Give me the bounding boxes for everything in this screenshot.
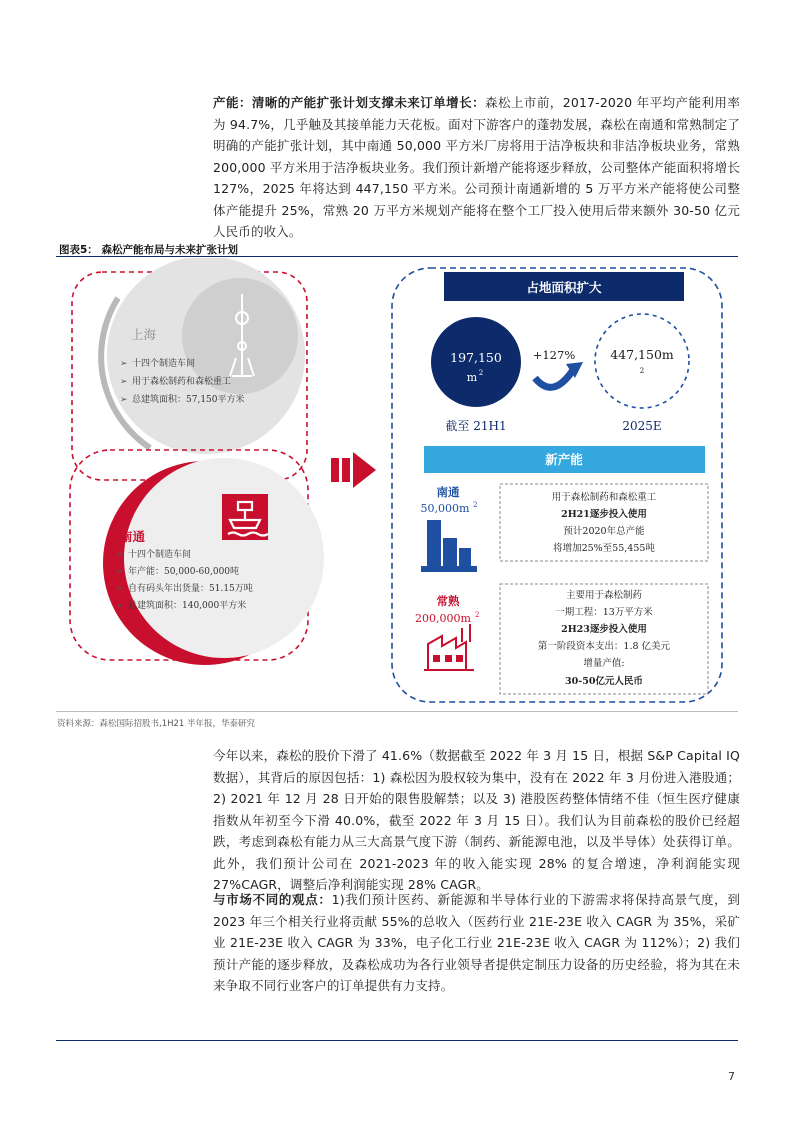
nc-changshu-area-sup: 2 (475, 611, 480, 619)
expand-header: 占地面积扩大 (526, 280, 602, 295)
nantong-panel (70, 450, 324, 665)
nc-changshu-line-5: 增量产值: (583, 658, 625, 669)
nc-changshu-line-4: 第一阶段资本支出：1.8 亿美元 (537, 641, 671, 652)
nantong-item-3: 自有码头年出货量：51.15万吨 (128, 584, 253, 594)
growth-label: +127% (532, 348, 576, 362)
shanghai-item-3: 总建筑面积：57,150平方米 (132, 395, 245, 405)
nc-changshu-line-1: 主要用于森松制药 (565, 590, 643, 601)
svg-text:➢: ➢ (116, 601, 124, 611)
current-area-unit: m (466, 371, 478, 384)
intro-heading: 产能：清晰的产能扩张计划支撑未来订单增长： (213, 95, 486, 110)
figure-label: 图表5： 森松产能布局与未来扩张计划 (59, 244, 238, 256)
future-caption: 2025E (622, 419, 662, 433)
svg-text:➢: ➢ (120, 395, 128, 405)
nc-changshu-line-3: 2H23逐步投入使用 (561, 624, 647, 635)
differentiated-view-text: 1)我们预计医药、新能源和半导体行业的下游需求将保持高景气度，到 2023 年三个相关行业将贡献 55%的总收入（医药行业 21E-23E 收入 CAGR 为 35%，采矿业 21E-23E 收入 CAGR 为 33%，电子化工行业 21E-23E 收入 CAGR 为 112%）；2) 我们预计产能的逐步释放，及森松成功为各行业领导者提供定制压力设备的历史经验，将为其在未来争取不同行业客户的订单提供有力支持。 (213, 892, 740, 993)
nc-changshu-name: 常熟 (436, 594, 460, 608)
stock-paragraph: 今年以来，森松的股价下滑了 41.6%（数据截至 2022 年 3 月 15 日，根据 S&P Capital IQ 数据），其背后的原因包括：1) 森松因为股权较为集中，没有在 2022 年 3 月份进入港股通；2) 2021 年 12 月 28 日开始的限售股解禁；以及 3) 港股医药整体情绪不佳（恒生医疗健康指数从年初至今下滑 40.0%，截至 2022 年 3 月 15 日）。我们认为目前森松的股价已经超跌，考虑到森松有能力从三大高景气度下游（制药、新能源电池，以及半导体）处获得订单。此外，我们预计公司在 2021-2023 年的收入能实现 28% 的复合增速，净利润能实现 27%CAGR，调整后净利润能实现 28% CAGR。 (213, 748, 740, 892)
differentiated-view-paragraph (213, 889, 740, 997)
plant-icon (424, 624, 474, 670)
nc-nantong-name: 南通 (436, 485, 460, 499)
intro-text: 森松上市前，2017-2020 年平均产能利用率为 94.7%，几乎触及其接单能力天花板。面对下游客户的蓬勃发展，森松在南通和常熟制定了明确的产能扩张计划，其中南通 50,000 平方米厂房将用于洁净板块和非洁净板块业务，常熟 200,000 平方米用于洁净板块业务。我们预计新增产能将逐步释放，公司整体产能面积将增长 127%，2025 年将达到 447,150 平方米。公司预计南通新增的 5 万平方米产能将使公司整体产能提升 25%，常熟 20 万平方米规划产能将在整个工厂投入使用后带来额外 30-50 亿元人民币的收入。 (213, 95, 740, 239)
new-capacity-header: 新产能 (545, 452, 583, 467)
svg-text:➢: ➢ (116, 567, 124, 577)
page-number: 7 (728, 1070, 735, 1083)
nc-nantong-line-3: 预计2020年总产能 (563, 526, 645, 537)
nc-nantong-area: 50,000m (420, 502, 470, 515)
nc-nantong-area-sup: 2 (473, 501, 478, 509)
nc-nantong-line-1: 用于森松制药和森松重工 (551, 492, 657, 503)
nantong-item-2: 年产能：50,000-60,000吨 (128, 567, 240, 577)
current-caption: 截至 21H1 (445, 419, 507, 433)
growth-arrow-icon (535, 370, 573, 387)
shanghai-item-1: 十四个制造车间 (132, 359, 196, 369)
svg-text:➢: ➢ (120, 377, 128, 387)
svg-text:➢: ➢ (120, 359, 128, 369)
figure-top-rule (56, 256, 738, 257)
current-area-unit-sup: 2 (478, 369, 484, 377)
nc-changshu-line-6: 30-50亿元人民币 (565, 676, 643, 687)
shanghai-item-2: 用于森松制药和森松重工 (132, 377, 232, 387)
footer-rule (56, 1040, 738, 1041)
nc-changshu-line-2: 一期工程：13万平方米 (555, 607, 653, 618)
ship-icon (222, 494, 268, 540)
nc-nantong-line-2: 2H21逐步投入使用 (561, 509, 647, 520)
future-area-value: 447,150m (610, 347, 674, 362)
arrow-right-icon (331, 452, 376, 488)
current-area-value: 197,150 (450, 350, 502, 365)
intro-paragraph (213, 92, 740, 243)
nc-changshu-area: 200,000m (415, 612, 471, 625)
svg-text:➢: ➢ (116, 550, 124, 560)
capacity-figure (0, 258, 793, 718)
differentiated-view-heading: 与市场不同的观点： (213, 892, 332, 907)
nc-nantong-line-4: 将增加25%至55,455吨 (553, 543, 655, 554)
shanghai-title: 上海 (131, 327, 157, 342)
factory-icon (421, 520, 477, 572)
future-area-unit-sup: 2 (639, 367, 645, 375)
shanghai-panel (72, 258, 307, 480)
nantong-title: 南通 (120, 529, 146, 544)
figure-source: 资料来源：森松国际招股书,1H21 半年报，华泰研究 (57, 719, 256, 729)
svg-text:➢: ➢ (116, 584, 124, 594)
nantong-item-4: 总建筑面积：140,000平方米 (128, 601, 247, 611)
nantong-item-1: 十四个制造车间 (128, 550, 192, 560)
